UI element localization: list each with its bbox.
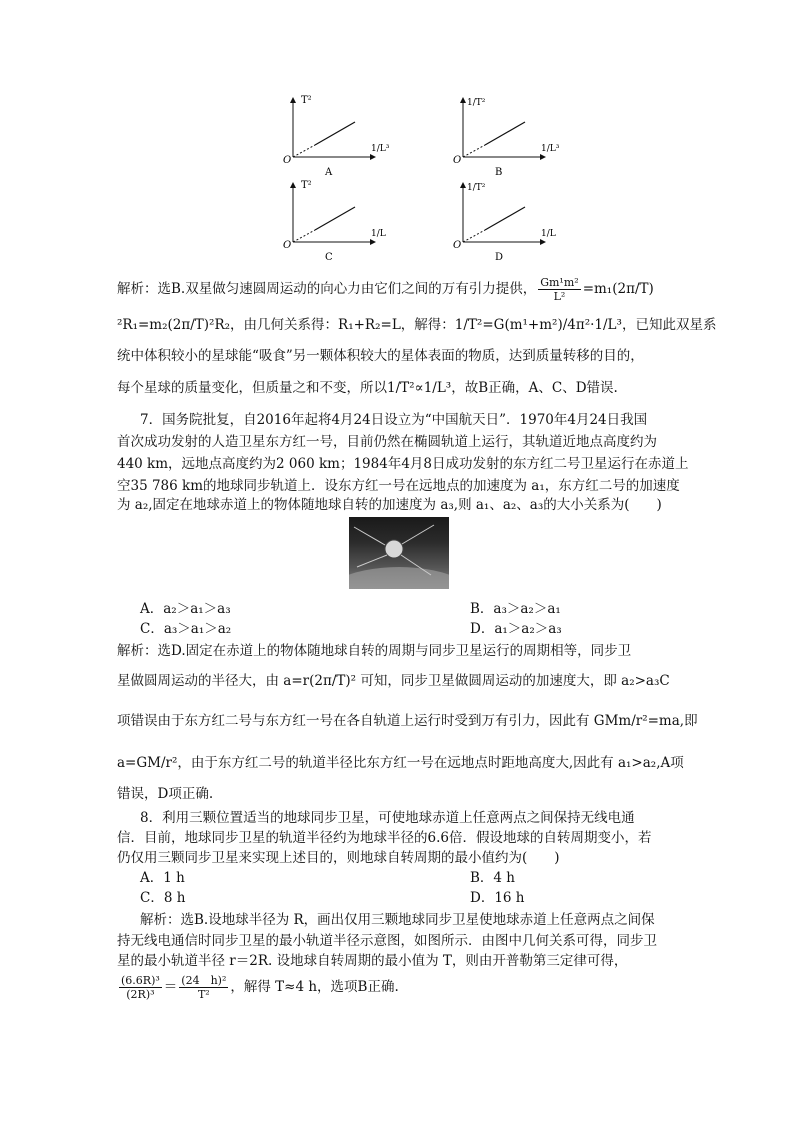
q8-line1: 8．利用三颗位置适当的地球同步卫星，可使地球赤道上任意两点之间保持无线电通 xyxy=(140,810,635,826)
analysis6-line1 xyxy=(117,276,654,303)
graph-a-x-label: 1/L³ xyxy=(371,144,390,154)
analysis6-text1: 解析：选B.双星做匀速圆周运动的向心力由它们之间的万有引力提供， xyxy=(117,281,537,297)
graph-a-origin: O xyxy=(283,155,292,166)
graph-a-label: A xyxy=(325,167,333,178)
analysis6-line3: 统中体积较小的星球能“吸食”另一颗体积较大的星体表面的物质，达到质量转移的目的， xyxy=(117,348,644,364)
graph-c-origin: O xyxy=(283,240,292,251)
analysis7-line1: 解析：选D.固定在赤道上的物体随地球自转的周期与同步卫星运行的周期相等，同步卫 xyxy=(117,643,632,659)
kepler-right-num: (24 h)² xyxy=(181,974,227,987)
graph-b-origin: O xyxy=(453,155,462,166)
graph-d-y-label: 1/T² xyxy=(467,183,486,193)
graph-c-x-label: 1/L xyxy=(371,229,386,239)
graph-d-label: D xyxy=(495,252,504,263)
analysis8-line3: 星的最小轨道半径 r＝2R. 设地球自转周期的最小值为 T，则由开普勒第三定律可得， xyxy=(117,953,628,969)
q7-line2: 首次成功发射的人造卫星东方红一号，目前仍然在椭圆轨道上运行，其轨道近地点高度约为 xyxy=(117,434,657,450)
graph-c-label: C xyxy=(325,252,333,263)
analysis6-line4: 每个星球的质量变化，但质量之和不变，所以1/T²∝1/L³，故B正确，A、C、D错误. xyxy=(117,380,618,396)
graph-b xyxy=(445,95,565,178)
analysis8-tail: ，解得 T≈4 h，选项B正确. xyxy=(230,979,399,995)
q8-option-a: A．1 h xyxy=(140,870,185,886)
kepler-right-den: T² xyxy=(197,988,210,1001)
q8-line3: 仍仅用三颗同步卫星来实现上述目的，则地球自转周期的最小值约为( ) xyxy=(117,850,560,866)
q7-option-d: D．a₁＞a₂＞a₃ xyxy=(470,621,562,637)
graph-a xyxy=(275,95,395,178)
q8-option-c: C．8 h xyxy=(140,890,186,906)
kepler-left-num: (6.6R)³ xyxy=(121,974,160,987)
answer-graphs xyxy=(270,95,560,265)
analysis7-line3: 项错误由于东方红二号与东方红一号在各自轨道上运行时受到万有引力，因此有 GMm/r²=ma,即 xyxy=(117,713,698,729)
q7-option-b: B．a₃＞a₂＞a₁ xyxy=(470,601,561,617)
analysis7-line2: 星做圆周运动的半径大，由 a=r(2π/T)² 可知，同步卫星做圆周运动的加速度大，即 a₂>a₃C xyxy=(117,673,670,689)
gravity-fraction xyxy=(538,276,580,303)
q8-option-b: B．4 h xyxy=(470,870,515,886)
q7-option-c: C．a₃＞a₁＞a₂ xyxy=(140,621,232,637)
q7-line3: 440 km，远地点高度约为2 060 km；1984年4月8日成功发射的东方红二号卫星运行在赤道上 xyxy=(117,456,689,472)
q7-line1: 7．国务院批复，自2016年起将4月24日设立为“中国航天日”．1970年4月24日我国 xyxy=(140,412,648,428)
graph-d-origin: O xyxy=(453,240,462,251)
graph-b-x-label: 1/L³ xyxy=(541,144,560,154)
graph-c-y-label: T² xyxy=(301,180,312,191)
graph-d-x-label: 1/L xyxy=(541,229,556,239)
q7-line4: 空35 786 km的地球同步轨道上．设东方红一号在远地点的加速度为 a₁，东方红二号的加速度 xyxy=(117,478,680,494)
gravity-fraction-den: L² xyxy=(553,290,566,303)
graph-d xyxy=(445,180,565,263)
kepler-fraction-left xyxy=(119,974,162,1001)
analysis8-line2: 持无线电通信时同步卫星的最小轨道半径示意图，如图所示．由图中几何关系可得，同步卫 xyxy=(117,933,657,949)
analysis8-line1: 解析：选B.设地球半径为 R，画出仅用三颗地球同步卫星使地球赤道上任意两点之间保 xyxy=(140,912,655,928)
gravity-fraction-num: Gm¹m² xyxy=(540,276,579,289)
q8-option-d: D．16 h xyxy=(470,890,525,906)
kepler-fraction-right xyxy=(179,974,228,1001)
analysis8-line4: $\frac{\text{(6.6R)³}}{\text{(2R)³}}$ ＝ $\frac{\text{(24 h)²}}{\text{T²}}$ ，解得 T≈4 h，选项B正确. xyxy=(121,974,399,1001)
graph-b-label: B xyxy=(495,167,503,178)
analysis7-line4: a=GM/r²，由于东方红二号的轨道半径比东方红一号在远地点时距地高度大,因此有 a₁>a₂,A项 xyxy=(117,755,684,771)
graph-b-y-label: 1/T² xyxy=(467,98,486,108)
analysis7-line5: 错误，D项正确. xyxy=(117,786,214,802)
graph-c xyxy=(275,180,395,263)
gravity-fraction-rhs: =m₁(2π/T) xyxy=(582,281,654,297)
q8-line2: 信．目前，地球同步卫星的轨道半径约为地球半径的6.6倍．假设地球的自转周期变小，若 xyxy=(117,830,652,846)
satellite-photo xyxy=(349,517,449,589)
q7-line5: 为 a₂,固定在地球赤道上的物体随地球自转的加速度为 a₃,则 a₁、a₂、a₃的大小关系为( ) xyxy=(117,497,662,513)
q7-option-a: A．a₂＞a₁＞a₃ xyxy=(140,601,231,617)
graph-a-y-label: T² xyxy=(301,95,312,106)
kepler-left-den: (2R)³ xyxy=(126,988,155,1001)
analysis6-line2: ²R₁=m₂(2π/T)²R₂，由几何关系得：R₁+R₂=L，解得：1/T²=G(m¹+m²)/4π²·1/L³，已知此双星系 xyxy=(117,317,717,333)
